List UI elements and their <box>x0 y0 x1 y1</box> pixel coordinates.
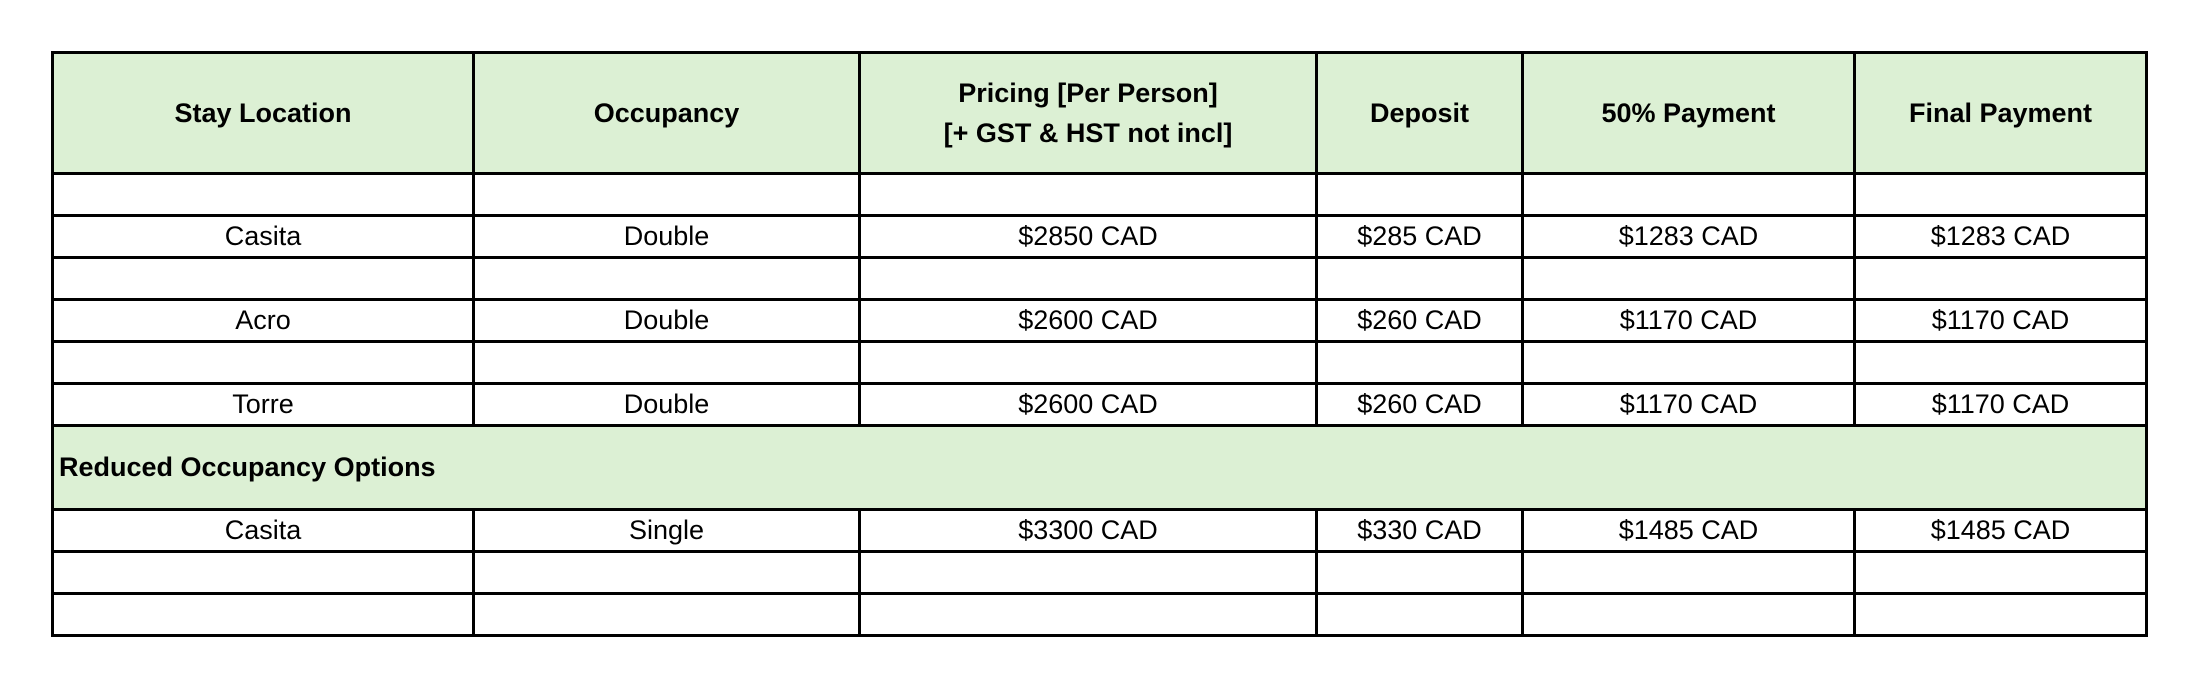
cell-occupancy <box>474 342 860 384</box>
cell-pricing <box>860 594 1317 636</box>
table-row <box>53 174 2147 216</box>
header-cell-deposit: Deposit <box>1317 53 1523 174</box>
header-cell-pricing: Pricing [Per Person] [+ GST & HST not incl] <box>860 53 1317 174</box>
reduced-occupancy-rows <box>53 510 2147 636</box>
section-title: Reduced Occupancy Options <box>53 426 2147 510</box>
header-cell-half-payment: 50% Payment <box>1523 53 1855 174</box>
section-row <box>53 426 2147 510</box>
cell-stay-location <box>53 594 474 636</box>
table-row <box>53 594 2147 636</box>
cell-deposit: $330 CAD <box>1317 510 1523 552</box>
cell-pricing: $2850 CAD <box>860 216 1317 258</box>
cell-occupancy: Single <box>474 510 860 552</box>
double-occupancy-rows <box>53 174 2147 426</box>
table-row <box>53 300 2147 342</box>
cell-stay-location <box>53 552 474 594</box>
cell-pricing <box>860 552 1317 594</box>
cell-half-payment <box>1523 594 1855 636</box>
cell-occupancy: Double <box>474 384 860 426</box>
cell-final-payment <box>1855 342 2147 384</box>
cell-half-payment <box>1523 258 1855 300</box>
cell-final-payment: $1170 CAD <box>1855 384 2147 426</box>
cell-occupancy <box>474 594 860 636</box>
cell-final-payment: $1170 CAD <box>1855 300 2147 342</box>
table-row <box>53 258 2147 300</box>
cell-stay-location: Casita <box>53 216 474 258</box>
cell-half-payment: $1283 CAD <box>1523 216 1855 258</box>
cell-final-payment: $1283 CAD <box>1855 216 2147 258</box>
cell-pricing <box>860 174 1317 216</box>
header-cell-stay-location: Stay Location <box>53 53 474 174</box>
table-row <box>53 342 2147 384</box>
cell-final-payment <box>1855 258 2147 300</box>
cell-half-payment <box>1523 552 1855 594</box>
cell-occupancy: Double <box>474 216 860 258</box>
cell-half-payment: $1485 CAD <box>1523 510 1855 552</box>
cell-occupancy <box>474 552 860 594</box>
table-row <box>53 552 2147 594</box>
cell-half-payment: $1170 CAD <box>1523 300 1855 342</box>
cell-pricing: $3300 CAD <box>860 510 1317 552</box>
pricing-table <box>51 51 2148 637</box>
header-row <box>53 53 2147 174</box>
cell-pricing: $2600 CAD <box>860 384 1317 426</box>
cell-deposit <box>1317 552 1523 594</box>
cell-half-payment <box>1523 342 1855 384</box>
cell-half-payment <box>1523 174 1855 216</box>
header-cell-final-payment: Final Payment <box>1855 53 2147 174</box>
cell-deposit <box>1317 594 1523 636</box>
cell-stay-location <box>53 342 474 384</box>
cell-deposit <box>1317 174 1523 216</box>
cell-half-payment: $1170 CAD <box>1523 384 1855 426</box>
cell-occupancy <box>474 174 860 216</box>
table-row <box>53 216 2147 258</box>
cell-deposit: $260 CAD <box>1317 300 1523 342</box>
cell-deposit <box>1317 342 1523 384</box>
cell-final-payment <box>1855 174 2147 216</box>
cell-deposit <box>1317 258 1523 300</box>
cell-stay-location: Casita <box>53 510 474 552</box>
cell-final-payment <box>1855 594 2147 636</box>
cell-deposit: $260 CAD <box>1317 384 1523 426</box>
cell-final-payment: $1485 CAD <box>1855 510 2147 552</box>
table-row <box>53 510 2147 552</box>
cell-pricing <box>860 258 1317 300</box>
cell-stay-location: Torre <box>53 384 474 426</box>
cell-stay-location <box>53 174 474 216</box>
cell-pricing <box>860 342 1317 384</box>
table-row <box>53 384 2147 426</box>
cell-pricing: $2600 CAD <box>860 300 1317 342</box>
cell-stay-location <box>53 258 474 300</box>
cell-deposit: $285 CAD <box>1317 216 1523 258</box>
cell-stay-location: Acro <box>53 300 474 342</box>
cell-final-payment <box>1855 552 2147 594</box>
cell-occupancy <box>474 258 860 300</box>
header-cell-occupancy: Occupancy <box>474 53 860 174</box>
cell-occupancy: Double <box>474 300 860 342</box>
reduced-occupancy-section <box>53 426 2147 510</box>
